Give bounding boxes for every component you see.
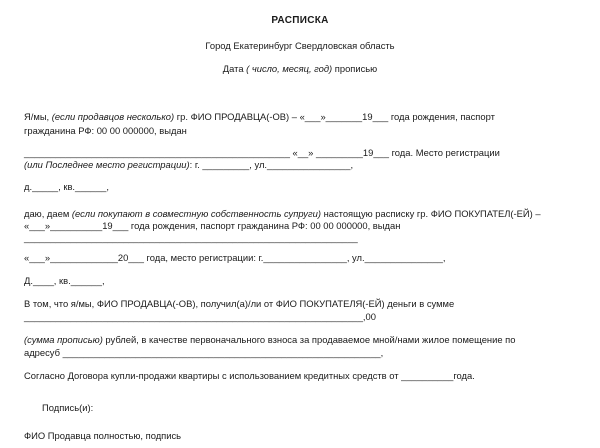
- signature-label: Подпись(и):: [42, 402, 94, 413]
- buyer-line-1: [24, 208, 541, 220]
- date-suffix: прописью: [332, 63, 378, 74]
- date-prefix: Дата: [222, 63, 244, 74]
- seller-line-4-suffix: : г. _________, ул.________________,: [189, 159, 354, 170]
- buyer-line-1-hint: (если покупают в совместную собственность супруги): [71, 208, 321, 219]
- money-line-2: _________________________________________________________________,00: [24, 311, 376, 322]
- seller-line-4: [24, 159, 353, 171]
- date-hint: ( число, месяц, год): [246, 63, 333, 74]
- document-title: РАСПИСКА: [271, 15, 329, 26]
- signature-line: ФИО Продавца полностью, подпись: [24, 430, 182, 441]
- seller-line-3: ___________________________________________________ «__» _________19___ года. Место регистрации: [24, 147, 500, 158]
- buyer-line-1-suffix: настоящую расписку гр. ФИО ПОКУПАТЕЛ(-ЕЙ) –: [320, 208, 541, 219]
- buyer-line-2: «___»__________19___ года рождения, паспорт гражданина РФ: 00 00 000000, выдан: [24, 220, 401, 231]
- money-line-3-suffix: рублей, в качестве первоначального взноса за продаваемое мной/нами жилое помещение по: [102, 334, 516, 345]
- seller-line-1-suffix: гр. ФИО ПРОДАВЦА(-ОВ) – «___»_______19___ года рождения, паспорт: [174, 111, 495, 122]
- buyer-line-4: «___»_____________20___ года, место регистрации: г.________________, ул._______________,: [24, 252, 446, 263]
- contract-line: Согласно Договора купли-продажи квартиры с использованием кредитных средств от __________года.: [24, 370, 475, 381]
- date-line: [0, 63, 600, 75]
- seller-line-5: д._____, кв.______,: [24, 181, 109, 192]
- buyer-line-5: Д.____, кв.______,: [24, 275, 105, 286]
- buyer-line-3: ________________________________________________________________: [24, 232, 358, 243]
- city-line: Город Екатеринбург Свердловская область: [205, 40, 395, 51]
- money-line-3: [24, 334, 515, 346]
- seller-line-1-hint: (если продавцов несколько): [51, 111, 175, 122]
- buyer-line-1-prefix: даю, даем: [24, 208, 72, 219]
- money-line-4: адресуб _____________________________________________________________,: [24, 347, 384, 358]
- seller-line-2: гражданина РФ: 00 00 000000, выдан: [24, 125, 187, 136]
- seller-line-4-hint: (или Последнее место регистрации): [24, 159, 190, 170]
- seller-line-1: [24, 111, 495, 123]
- money-line-3-hint: (сумма прописью): [24, 334, 103, 345]
- money-line-1: В том, что я/мы, ФИО ПРОДАВЦА(-ОВ), получил(а)/ли от ФИО ПОКУПАТЕЛЯ(-ЕЙ) деньги в сумме: [24, 298, 455, 309]
- seller-line-1-prefix: Я/мы,: [24, 111, 52, 122]
